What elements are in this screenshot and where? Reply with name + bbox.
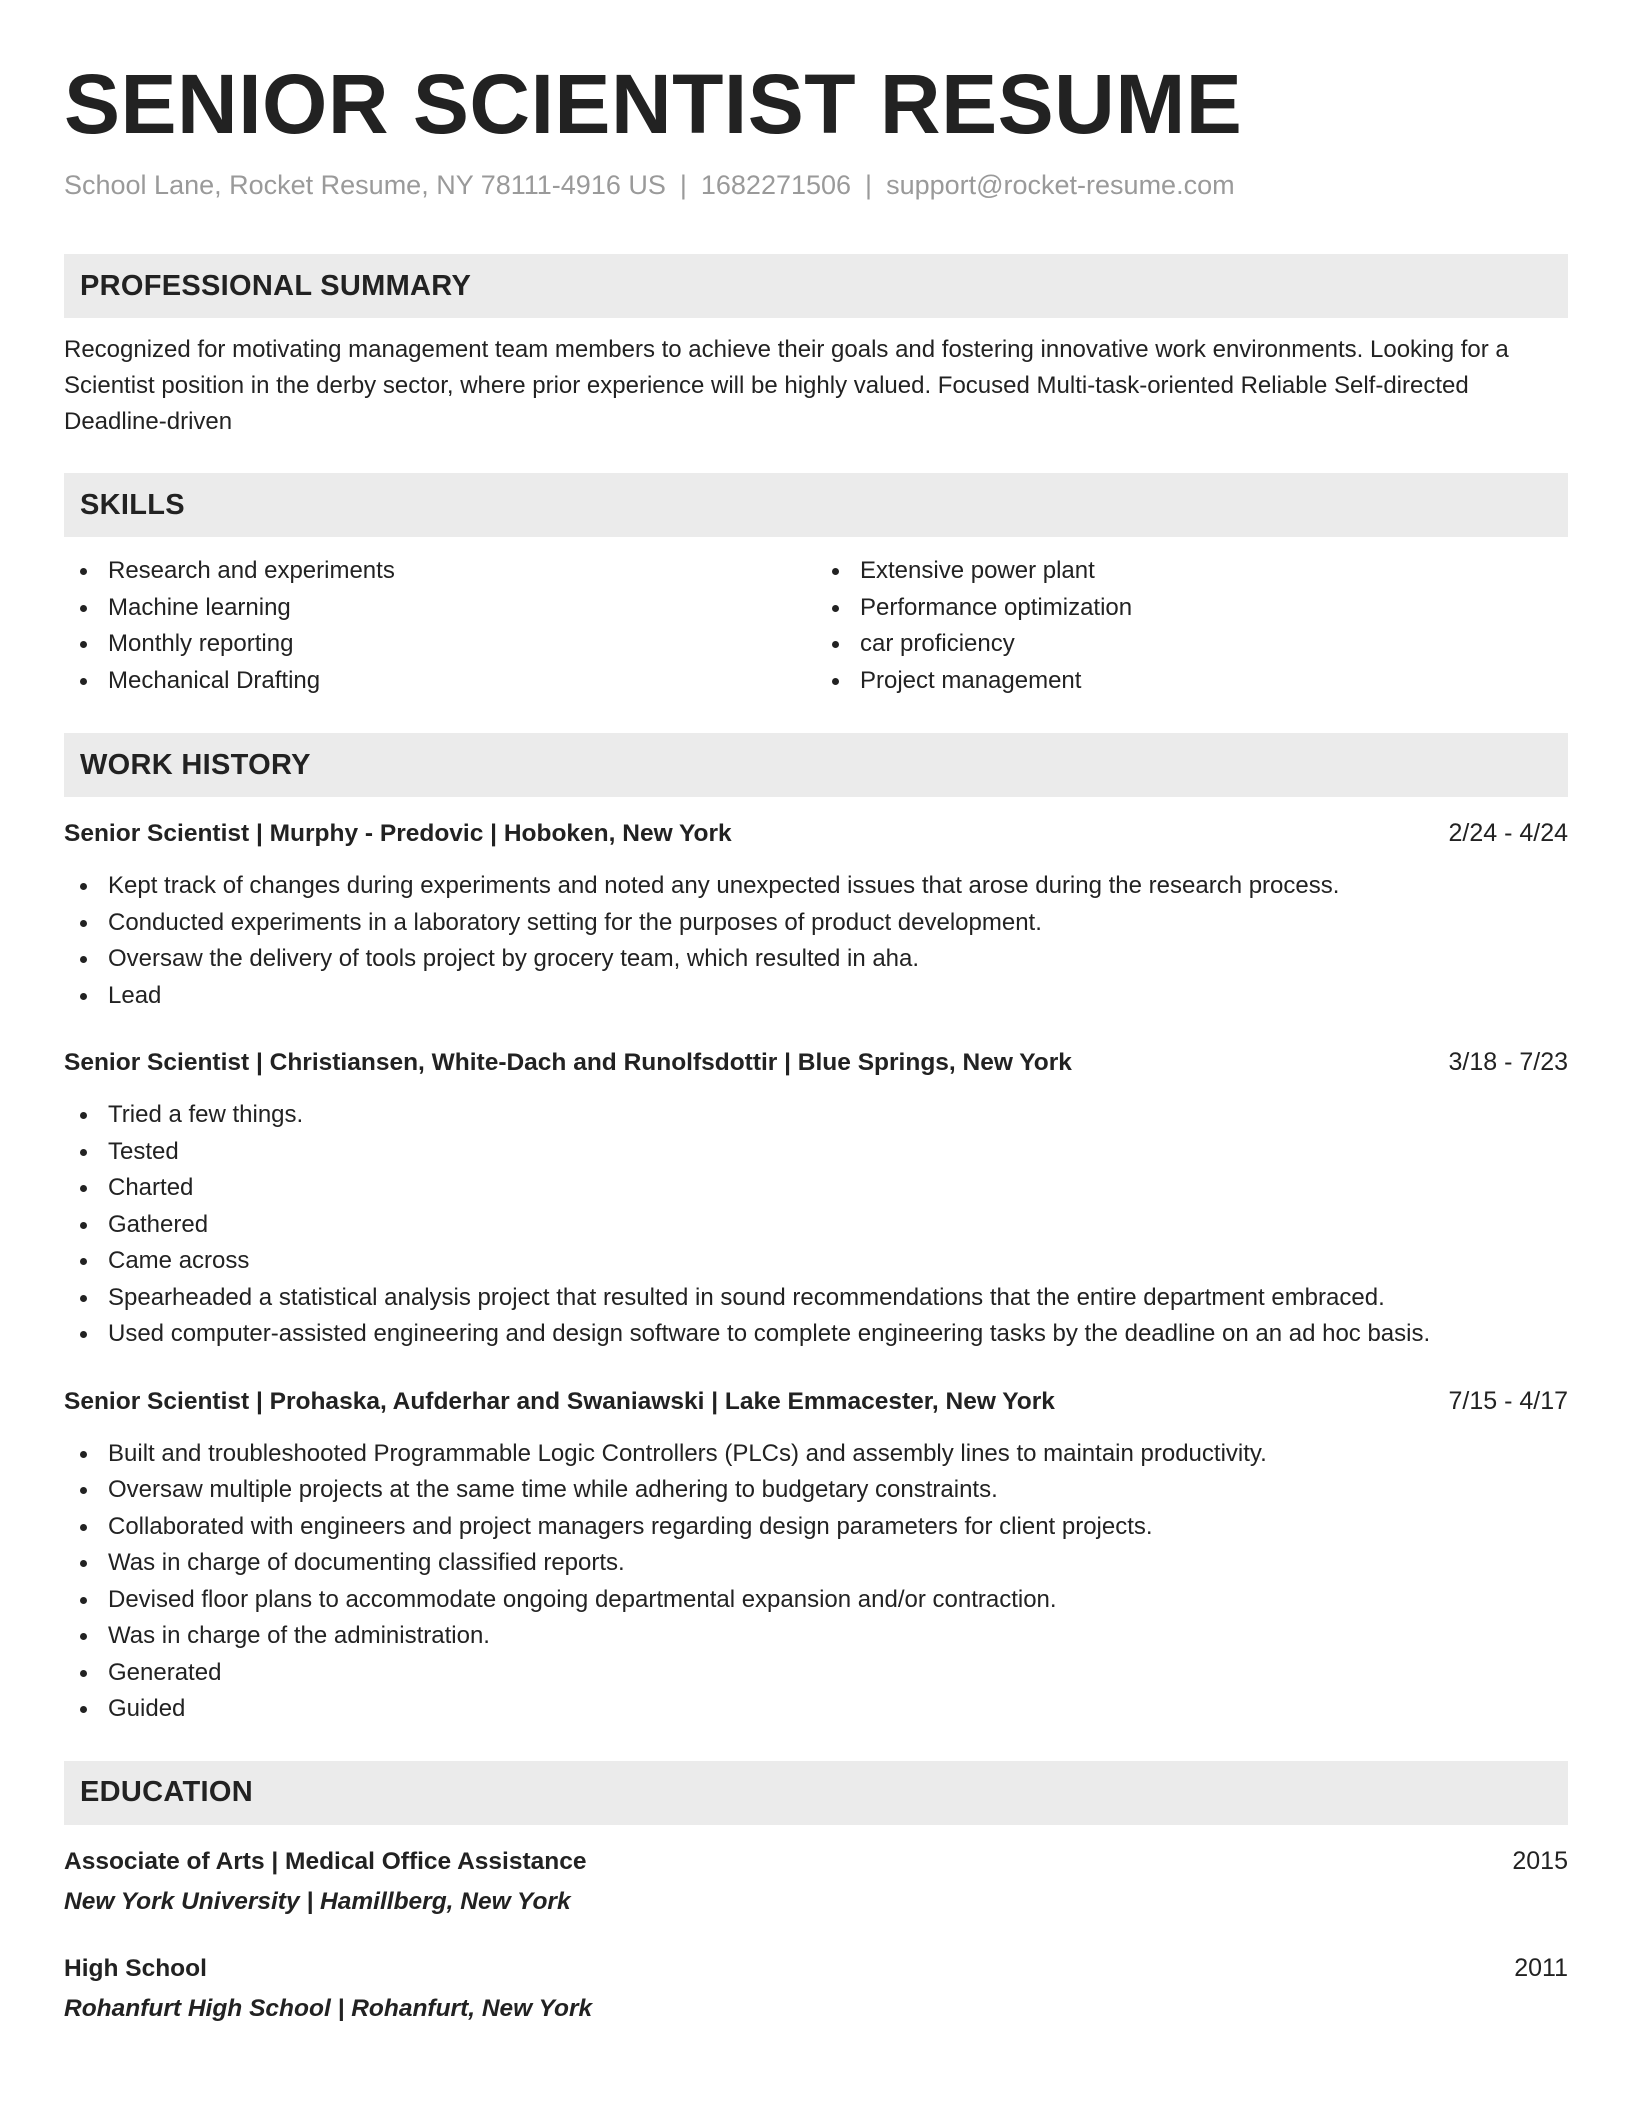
skills-column-right (816, 553, 1568, 699)
skills-column-left (64, 553, 816, 699)
job-entry (64, 1044, 1568, 1353)
job-bullet (64, 1691, 1568, 1728)
resume-title: SENIOR SCIENTIST RESUME (64, 57, 1243, 151)
section-header-education (64, 1761, 1568, 1825)
skill-label: Project management (860, 666, 1082, 694)
bullet-icon (832, 641, 839, 648)
summary-text: Recognized for motivating management team members to achieve their goals and fostering innovative work environments. Looking for a Scientist position in the derby sector, where prior experience will be highly valued. Focused Multi-task-oriented Reliable Self-directed Deadline-driven (64, 336, 1509, 435)
job-bullet-text: Came across (108, 1247, 250, 1274)
job-heading: Senior Scientist | Christiansen, White-Dach and Runolfsdottir | Blue Springs, New York (64, 1049, 1072, 1076)
skill-label: Research and experiments (108, 557, 395, 584)
job-header (64, 815, 1568, 852)
bullet-icon (80, 1222, 87, 1229)
job-bullet-text: Oversaw multiple projects at the same time while adhering to budgetary constraints. (108, 1476, 998, 1503)
section-title-skills: SKILLS (80, 488, 185, 521)
education-year: 2011 (1514, 1953, 1568, 1982)
contact-separator: | (679, 170, 687, 200)
bullet-icon (832, 568, 839, 575)
bullet-icon (80, 1597, 87, 1604)
skill-label: Extensive power plant (860, 557, 1095, 584)
bullet-icon (80, 1670, 87, 1677)
bullet-icon (80, 1451, 87, 1458)
job-entry (64, 815, 1568, 1014)
job-bullet (64, 1545, 1568, 1582)
job-bullet-text: Kept track of changes during experiments and noted any unexpected issues that arose during the research process. (108, 872, 1340, 899)
job-bullet-text: Generated (108, 1658, 222, 1686)
job-bullet (64, 1097, 1568, 1134)
section-header-work-history (64, 733, 1568, 797)
section-title-education: EDUCATION (80, 1776, 253, 1808)
bullet-icon (80, 1149, 87, 1156)
education-entry (64, 1950, 1568, 2027)
bullet-icon (80, 1258, 87, 1265)
job-bullet-text: Was in charge of documenting classified reports. (108, 1549, 625, 1576)
bullet-icon (80, 678, 87, 685)
job-bullet (64, 905, 1568, 942)
job-bullet (64, 1316, 1568, 1353)
job-dates: 2/24 - 4/24 (1448, 819, 1568, 847)
job-bullet (64, 1655, 1568, 1692)
job-bullet-text: Guided (108, 1695, 186, 1722)
skill-item (64, 590, 816, 627)
bullet-icon (80, 1331, 87, 1338)
job-bullet (64, 868, 1568, 905)
job-bullet (64, 1243, 1568, 1280)
skill-item (64, 553, 816, 590)
skill-label: Performance optimization (860, 593, 1133, 621)
section-title-summary: PROFESSIONAL SUMMARY (80, 269, 472, 302)
job-bullet-text: Tested (108, 1137, 179, 1165)
job-heading: Senior Scientist | Prohaska, Aufderhar and Swaniawski | Lake Emmacester, New York (64, 1387, 1055, 1415)
bullet-icon (80, 568, 87, 575)
job-bullet-text: Lead (108, 981, 162, 1009)
section-title-work-history: WORK HISTORY (80, 748, 311, 781)
skill-item (816, 663, 1568, 700)
job-bullet (64, 1618, 1568, 1655)
education-degree: High School (64, 1954, 207, 1982)
contact-separator: | (865, 170, 873, 200)
skill-item (816, 553, 1568, 590)
job-bullets (64, 1097, 1568, 1353)
job-bullet-text: Gathered (108, 1210, 209, 1238)
section-header-skills (64, 473, 1568, 537)
bullet-icon (832, 678, 839, 685)
bullet-icon (80, 1560, 87, 1567)
job-bullet-text: Oversaw the delivery of tools project by grocery team, which resulted in aha. (108, 945, 920, 972)
education-school: Rohanfurt High School | Rohanfurt, New York (64, 1994, 593, 2022)
job-heading: Senior Scientist | Murphy - Predovic | Hoboken, New York (64, 820, 732, 847)
bullet-icon (80, 1487, 87, 1494)
education-school: New York University | Hamillberg, New York (64, 1887, 571, 1915)
contact-email: support@rocket-resume.com (886, 170, 1235, 200)
job-bullet-text: Collaborated with engineers and project managers regarding design parameters for client projects. (108, 1512, 1153, 1540)
job-bullets (64, 1436, 1568, 1728)
job-bullet-text: Built and troubleshooted Programmable Logic Controllers (PLCs) and assembly lines to maintain productivity. (108, 1439, 1267, 1467)
bullet-icon (80, 641, 87, 648)
bullet-icon (80, 993, 87, 1000)
skill-item (816, 626, 1568, 663)
skill-label: Machine learning (108, 593, 291, 621)
skill-label: car proficiency (860, 630, 1015, 657)
job-bullet-text: Was in charge of the administration. (108, 1622, 490, 1649)
bullet-icon (80, 883, 87, 890)
job-header (64, 1383, 1568, 1420)
education-entry (64, 1843, 1568, 1920)
job-bullet (64, 1170, 1568, 1207)
education-degree: Associate of Arts | Medical Office Assistance (64, 1847, 587, 1875)
education-header (64, 1843, 1568, 1880)
job-bullet-text: Used computer-assisted engineering and design software to complete engineering tasks by the deadline on an ad hoc basis. (108, 1320, 1431, 1347)
bullet-icon (80, 1185, 87, 1192)
section-header-summary (64, 254, 1568, 318)
job-header (64, 1044, 1568, 1081)
job-bullet-text: Devised floor plans to accommodate ongoing departmental expansion and/or contraction. (108, 1585, 1057, 1613)
bullet-icon (832, 605, 839, 612)
job-bullet-text: Charted (108, 1174, 194, 1201)
job-bullet (64, 1472, 1568, 1509)
skill-item (64, 626, 816, 663)
job-bullet (64, 1509, 1568, 1546)
bullet-icon (80, 1524, 87, 1531)
job-bullet (64, 978, 1568, 1015)
job-bullet (64, 1280, 1568, 1317)
bullet-icon (80, 956, 87, 963)
skill-label: Mechanical Drafting (108, 666, 321, 694)
job-bullet-text: Tried a few things. (108, 1101, 304, 1128)
job-bullet (64, 1436, 1568, 1473)
bullet-icon (80, 1633, 87, 1640)
bullet-icon (80, 920, 87, 927)
bullet-icon (80, 1295, 87, 1302)
bullet-icon (80, 605, 87, 612)
skill-label: Monthly reporting (108, 630, 294, 657)
contact-address: School Lane, Rocket Resume, NY 78111-4916 US (64, 170, 666, 200)
contact-phone: 1682271506 (700, 170, 852, 200)
education-year: 2015 (1512, 1846, 1568, 1875)
job-dates: 7/15 - 4/17 (1448, 1386, 1568, 1415)
bullet-icon (80, 1112, 87, 1119)
education-header (64, 1950, 1568, 1987)
job-bullet (64, 1207, 1568, 1244)
skill-item (816, 590, 1568, 627)
job-dates: 3/18 - 7/23 (1448, 1048, 1568, 1076)
skill-item (64, 663, 816, 700)
skills-grid (64, 553, 1568, 699)
job-bullet (64, 1134, 1568, 1171)
bullet-icon (80, 1706, 87, 1713)
job-bullet-text: Conducted experiments in a laboratory setting for the purposes of product development. (108, 908, 1042, 936)
job-bullet (64, 1582, 1568, 1619)
job-bullets (64, 868, 1568, 1014)
contact-line (64, 166, 1568, 204)
job-bullet (64, 941, 1568, 978)
job-bullet-text: Spearheaded a statistical analysis project that resulted in sound recommendations that the entire department embraced. (108, 1283, 1385, 1311)
job-entry (64, 1383, 1568, 1728)
